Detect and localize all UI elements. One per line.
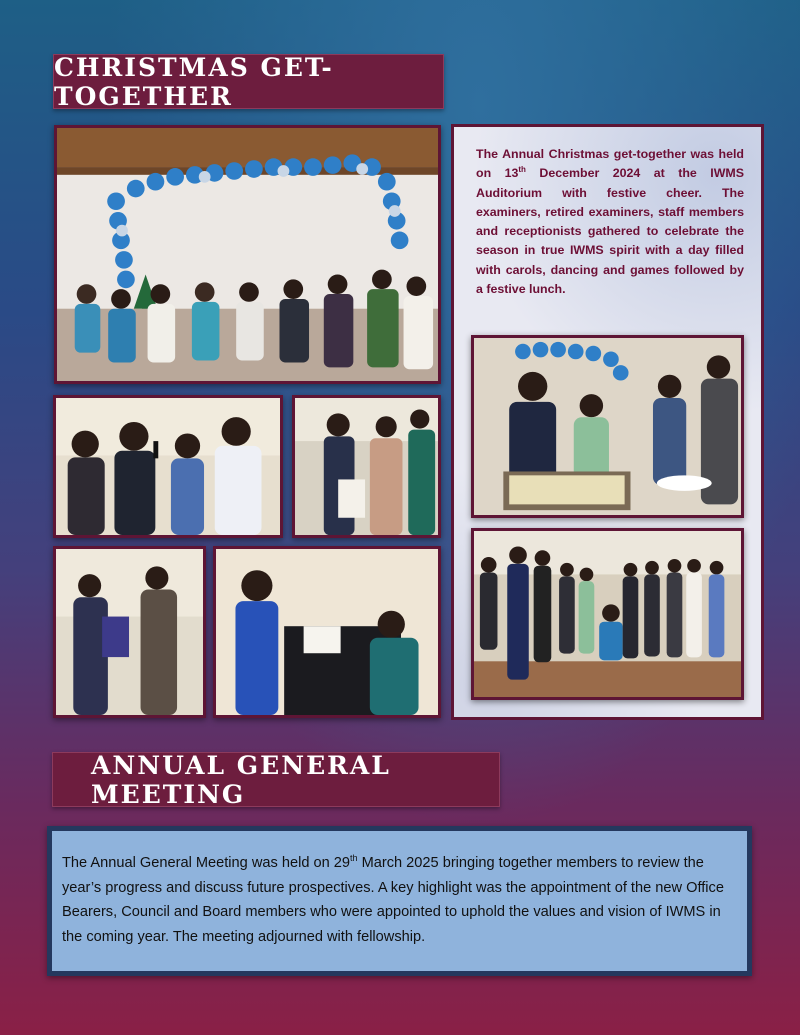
christmas-text-part2: December 2024 at the IWMS Auditorium with festive cheer. The examiners, retired examiners, staff members and receptionists gathered to celebrate the season in true IWMS spirit with a day filled with carols, dancing and games followed by a festive lunch. — [476, 166, 744, 297]
agm-date-suffix: th — [350, 853, 358, 864]
singing-microphone-photo — [53, 395, 283, 538]
agm-heading-text: ANNUAL GENERAL MEETING — [91, 750, 391, 809]
group-standing-photo — [471, 528, 744, 700]
christmas-heading-text: CHRISTMAS GET-TOGETHER — [54, 52, 334, 111]
agm-heading — [52, 752, 500, 807]
agm-text-part1: The Annual General Meeting was held on 29 — [62, 855, 351, 871]
agm-text-part2: March 2025 bringing together members to review the year’s progress and discuss future prospectives. A key highlight was the appointment of the new Office Bearers, Council and Board members who were appointed to uphold the values and vision of IWMS in the coming year. The meeting adjourned with fellowship. — [62, 855, 724, 945]
gift-presentation-photo — [53, 546, 206, 718]
agm-text-box — [47, 826, 752, 976]
gift-exchange-photo — [292, 395, 441, 538]
christmas-heading — [53, 54, 444, 109]
agm-description — [62, 851, 742, 949]
piano-carols-photo — [213, 546, 441, 718]
group-seated-photo — [54, 125, 441, 384]
christmas-date-suffix: th — [518, 165, 526, 175]
christmas-text-part1: The Annual Christmas get-together was held on 13 — [476, 147, 744, 181]
lunch-serving-photo — [471, 335, 744, 518]
christmas-description — [476, 145, 744, 299]
